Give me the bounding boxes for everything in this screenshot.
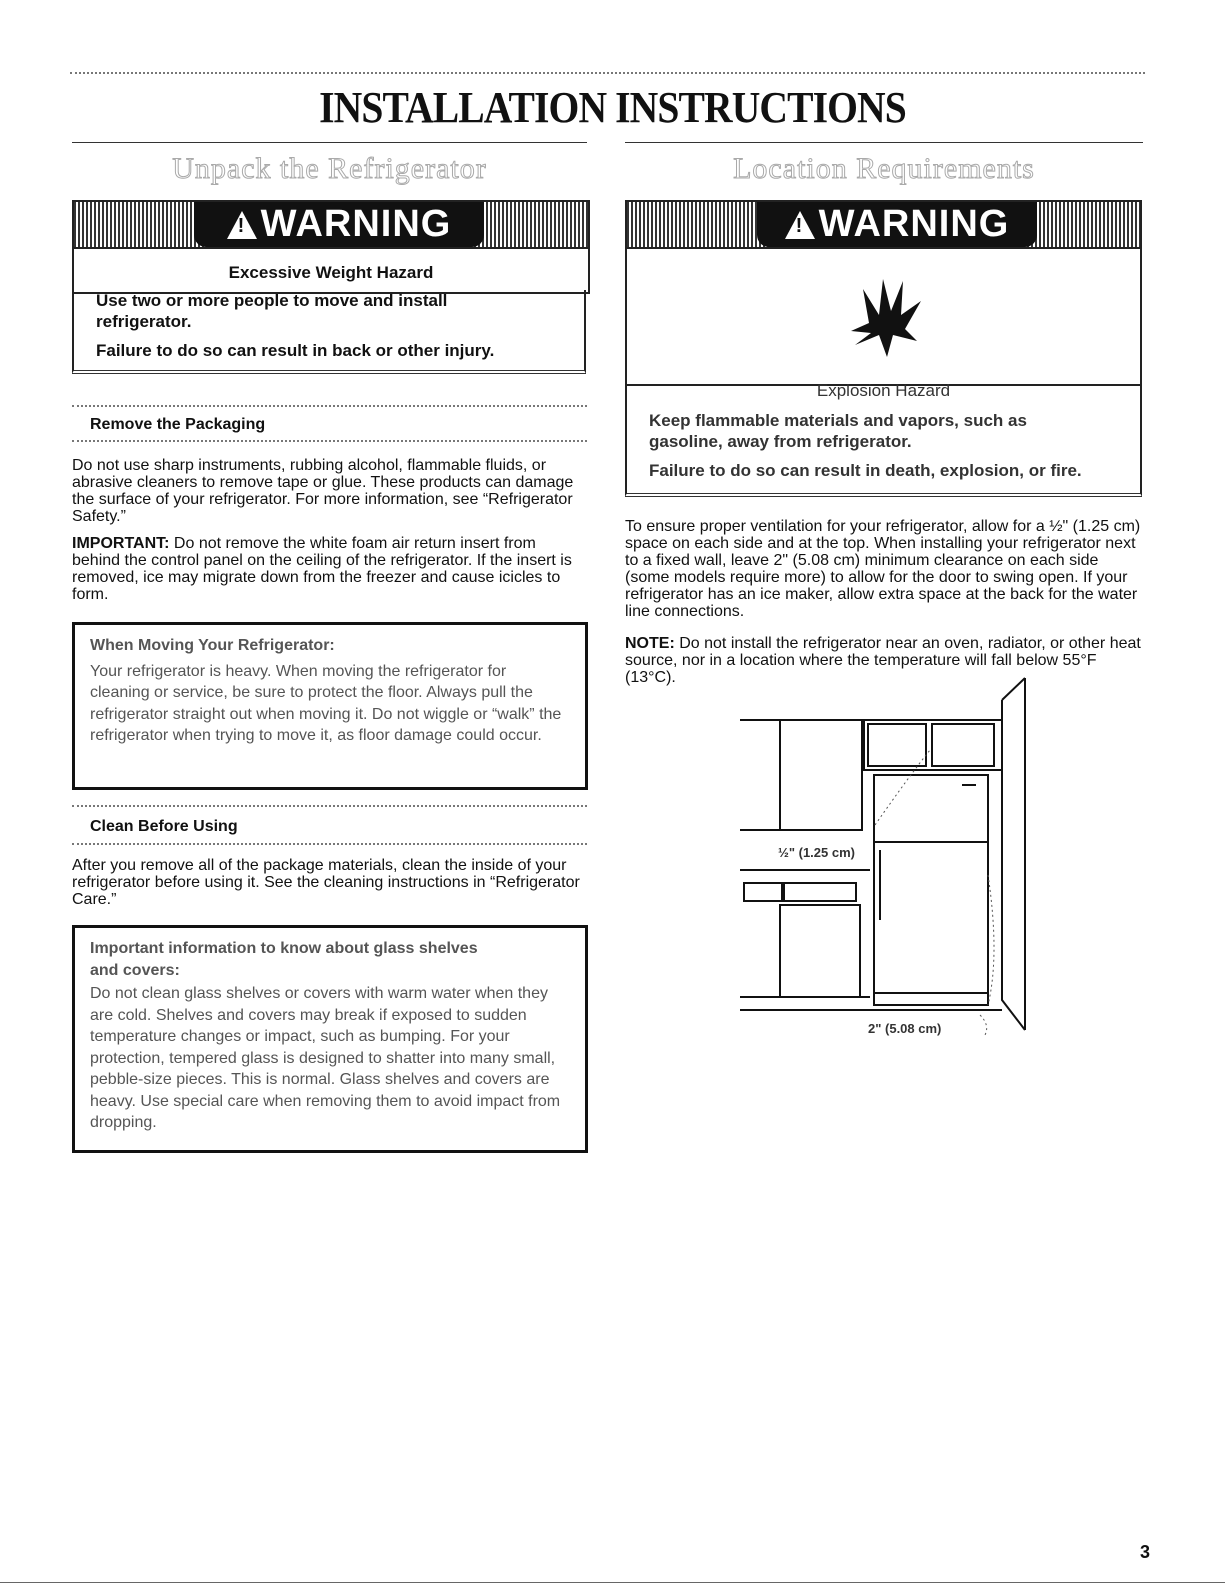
glass-box-text: Do not clean glass shelves or covers with warm water when they are cold. Shelves and covers may break if exposed to sudden temperature changes or impact, such as bumping. For your protection, tempered glass is designed to shatter into many small, pebble-size pieces. This is normal. Glass shelves and covers are heavy. Use special care when removing them to avoid impact from dropping. <box>90 985 561 1131</box>
title-rule-left <box>72 142 587 143</box>
page-number: 3 <box>1139 1542 1150 1562</box>
packaging-paragraph: Do not use sharp instruments, rubbing alcohol, flammable fluids, or abrasive cleaners to remove tape or glue. These products can damage the surface of your refrigerator. For more information, see “Refrigerator Safety.” <box>72 457 574 525</box>
weight-warning-line1: Use two or more people to move and install refrigerator. <box>96 291 448 331</box>
explosion-warning-triangle-icon <box>785 211 815 239</box>
top-rule <box>70 72 1145 74</box>
note-label: NOTE: <box>625 635 675 652</box>
clearance-diagram <box>740 675 1040 1036</box>
clearance-label-bottom: 2" (5.08 cm) <box>868 1021 942 1036</box>
weight-warning-lower-frame <box>72 290 586 374</box>
warning-text: WARNING <box>260 203 452 245</box>
glass-box-title: Important information to know about glass shelves and covers: <box>90 940 478 979</box>
ventilation-paragraph: To ensure proper ventilation for your refrigerator, allow for a ½" (1.25 cm) space on each side and at the top. When installing your refrigerator next to a fixed wall, leave 2" (5.08 cm) minimum clearance on each side (some models require more) to allow for the door to swing open. If your refrigerator has an ice maker, allow extra space at the back for the water line connections. <box>625 518 1141 620</box>
packaging-important <box>72 535 587 603</box>
section-title-location: Location Requirements <box>733 152 1035 185</box>
explosion-warning-line2: Failure to do so can result in death, explosion, or fire. <box>649 461 1082 480</box>
page-title: INSTALLATION INSTRUCTIONS <box>319 83 906 132</box>
title-rule-right <box>625 142 1143 143</box>
glass-info-box <box>72 925 588 1153</box>
section-title-unpack: Unpack the Refrigerator <box>172 152 487 185</box>
bottom-rule <box>0 1582 1225 1583</box>
explosion-warning-box <box>625 200 1142 497</box>
clean-heading: Clean Before Using <box>90 818 238 835</box>
explosion-warning-text: WARNING <box>818 203 1010 245</box>
clean-rule-top <box>72 805 587 807</box>
weight-hazard-title: Excessive Weight Hazard <box>228 263 434 282</box>
explosion-hazard-title: Explosion Hazard <box>816 381 951 400</box>
note-text: Do not install the refrigerator near an oven, radiator, or other heat source, nor in a location where the temperature will fall below 55°F (13°C). <box>625 635 1141 686</box>
packaging-heading: Remove the Packaging <box>90 416 266 433</box>
important-label: IMPORTANT: <box>72 535 170 552</box>
moving-box-title: When Moving Your Refrigerator: <box>90 637 335 654</box>
moving-info-box <box>72 622 588 790</box>
moving-box-text: Your refrigerator is heavy. When moving the refrigerator for cleaning or service, be sure to protect the floor. Always pull the refrigerator straight out when moving it. Do not wiggle or “walk” the refrigerator when trying to move it, as floor damage could occur. <box>90 662 562 744</box>
packaging-rule-bottom <box>72 440 587 442</box>
explosion-pictogram <box>627 249 1140 386</box>
weight-warning-line2: Failure to do so can result in back or other injury. <box>96 341 495 360</box>
clearance-label-top: ½" (1.25 cm) <box>778 845 855 860</box>
clean-rule-bottom <box>72 843 587 845</box>
packaging-rule-top <box>72 405 587 407</box>
explosion-warning-line1: Keep flammable materials and vapors, such as gasoline, away from refrigerator. <box>649 411 1027 451</box>
important-text: Do not remove the white foam air return insert from behind the control panel on the ceiling of the refrigerator. If the insert is removed, ice may migrate down from the freezer and cause icicles to form. <box>72 535 572 603</box>
explosion-warning-label <box>757 202 1037 247</box>
weight-warning-frame <box>72 200 590 292</box>
clean-paragraph: After you remove all of the package materials, clean the inside of your refrigerator before using it. See the cleaning instructions in “Refrigerator Care.” <box>72 857 580 908</box>
explosion-icon <box>841 271 931 361</box>
